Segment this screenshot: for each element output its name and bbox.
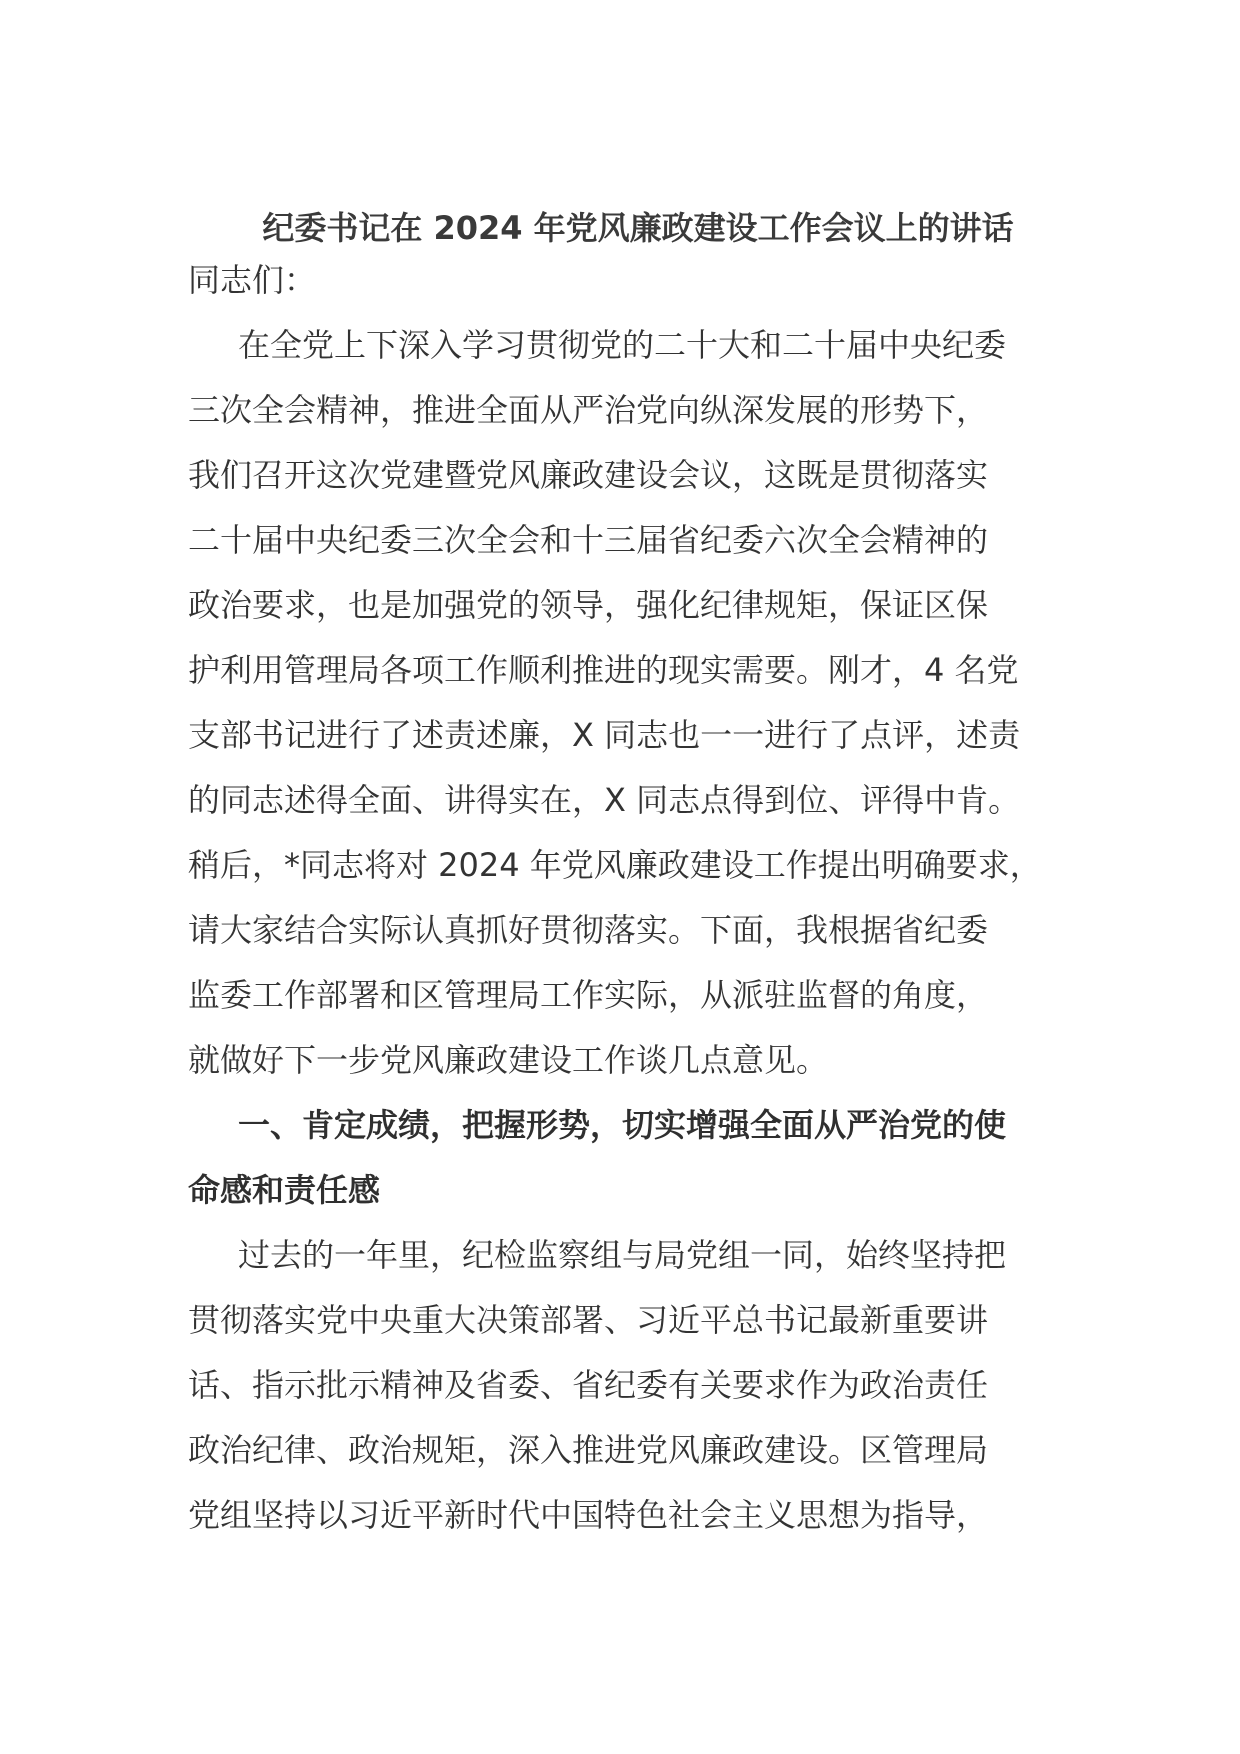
paragraph-line: 稍后，*同志将对 2024 年党风廉政建设工作提出明确要求， — [188, 846, 1042, 884]
paragraph-line: 护利用管理局各项工作顺利推进的现实需要。刚才，4 名党 — [188, 651, 1019, 689]
section-heading-line: 一、肯定成绩，把握形势，切实增强全面从严治党的使 — [238, 1106, 1007, 1144]
salutation: 同志们： — [188, 261, 317, 299]
paragraph-line: 话、指示批示精神及省委、省纪委有关要求作为政治责任 — [188, 1366, 989, 1404]
paragraph-line: 在全党上下深入学习贯彻党的二十大和二十届中央纪委 — [238, 326, 1007, 364]
paragraph-line: 三次全会精神，推进全面从严治党向纵深发展的形势下， — [188, 391, 989, 429]
paragraph-line: 党组坚持以习近平新时代中国特色社会主义思想为指导， — [188, 1496, 989, 1534]
section-heading-line: 命感和责任感 — [188, 1171, 381, 1209]
paragraph-line: 请大家结合实际认真抓好贯彻落实。下面，我根据省纪委 — [188, 911, 989, 949]
paragraph-line: 政治纪律、政治规矩，深入推进党风廉政建设。区管理局 — [188, 1431, 989, 1469]
paragraph-line: 贯彻落实党中央重大决策部署、习近平总书记最新重要讲 — [188, 1301, 989, 1339]
document-body — [188, 248, 1088, 1548]
paragraph-line: 支部书记进行了述责述廉，X 同志也一一进行了点评，述责 — [188, 716, 1021, 754]
body-lines — [188, 313, 1088, 1548]
paragraph-line: 监委工作部署和区管理局工作实际，从派驻监督的角度， — [188, 976, 989, 1014]
paragraph-line: 过去的一年里，纪检监察组与局党组一同，始终坚持把 — [238, 1236, 1007, 1274]
paragraph-line: 的同志述得全面、讲得实在，X 同志点得到位、评得中肯。 — [188, 781, 1021, 819]
paragraph-line: 二十届中央纪委三次全会和十三届省纪委六次全会精神的 — [188, 521, 989, 559]
document-title: 纪委书记在 2024 年党风廉政建设工作会议上的讲话 — [262, 209, 1014, 247]
paragraph-line: 就做好下一步党风廉政建设工作谈几点意见。 — [188, 1041, 829, 1079]
paragraph-line: 我们召开这次党建暨党风廉政建设会议，这既是贯彻落实 — [188, 456, 989, 494]
paragraph-line: 政治要求，也是加强党的领导，强化纪律规矩，保证区保 — [188, 586, 989, 624]
